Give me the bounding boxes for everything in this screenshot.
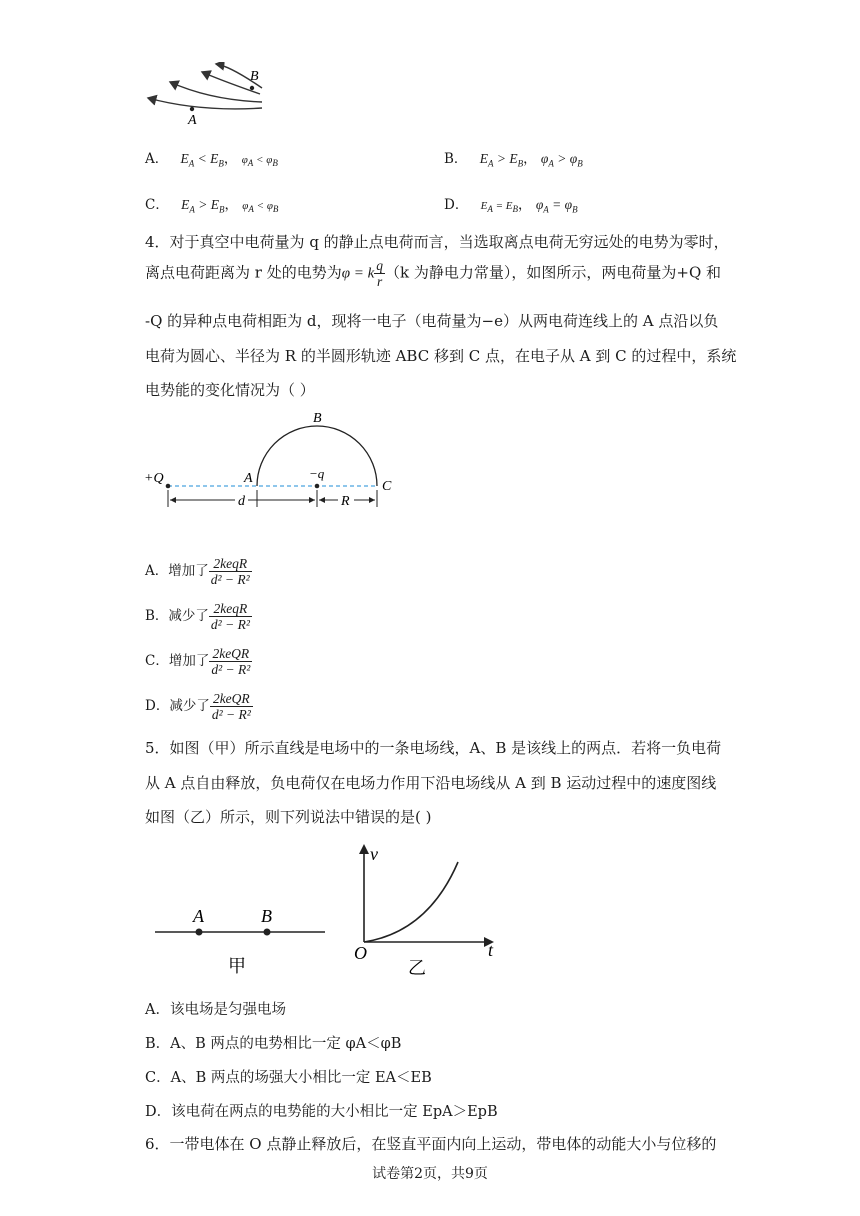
label-a: A xyxy=(188,113,197,128)
q3-option-d: D． $E_A = E_B$， $\varphi_A = \varphi_B$ xyxy=(444,197,578,215)
q4-option-d: D．减少了 $\frac{\text{2keQR}}{\text{d² − R²}}$ xyxy=(145,691,251,722)
option-label: C． xyxy=(145,197,169,213)
q4-option-a: A．增加了 $\frac{\text{2keqR}}{\text{d² − R²}}$ xyxy=(145,556,250,587)
q5-option-c: C．A、B 两点的场强大小相比一定 EA＜EB xyxy=(145,1070,432,1086)
q5-line-3: 如图（乙）所示，则下列说法中错误的是( ) xyxy=(145,808,432,826)
q5-line-1: 5．如图（甲）所示直线是电场中的一条电场线，A、B 是该线上的两点．若将一负电荷 xyxy=(145,739,722,757)
label-d: d xyxy=(238,494,245,509)
q6-line-1: 6．一带电体在 O 点静止释放后，在竖直平面内向上运动，带电体的动能大小与位移的 xyxy=(145,1135,717,1153)
label-b: B xyxy=(250,69,259,84)
q3-option-a: A． $E_A < E_B$， $\varphi_A < \varphi_B$ xyxy=(145,151,278,169)
point-a xyxy=(190,107,194,111)
label-a: A xyxy=(244,471,253,486)
page-footer: 试卷第2页，共9页 xyxy=(372,1166,488,1182)
caption-right: 乙 xyxy=(408,958,426,978)
caption-left: 甲 xyxy=(228,956,246,976)
option-label: B． xyxy=(444,151,468,167)
option-label: A． xyxy=(145,151,169,167)
q4-option-c: C．增加了 $\frac{\text{2keQR}}{\text{d² − R²}}$ xyxy=(145,646,251,677)
option-label: D． xyxy=(444,197,469,213)
potential-formula-prefix: φ = k xyxy=(341,265,375,282)
q5-field-line-figure xyxy=(150,900,330,980)
charge-plus xyxy=(166,484,171,489)
q4-line-2: 离点电荷距离为 r 处的电势为φ = k $\frac{q}{r}$ （k 为静电力常量），如图所示，两电荷量为+Q 和 xyxy=(145,258,722,289)
q4-line-4: 电荷为圆心、半径为 R 的半圆形轨迹 ABC 移到 C 点，在电子从 A 到 C 的过程中，系统 xyxy=(145,347,737,365)
charge-minus xyxy=(315,484,320,489)
q5-option-b: B．A、B 两点的电势相比一定 φA＜φB xyxy=(145,1036,402,1052)
velocity-curve xyxy=(364,862,458,942)
label-minus-q: −q xyxy=(309,466,325,481)
label-plus-q: +Q xyxy=(144,471,164,486)
q5-option-a: A．该电场是匀强电场 xyxy=(145,1002,286,1018)
q4-option-b: B．减少了 $\frac{\text{2keqR}}{\text{d² − R²}}$ xyxy=(145,601,250,632)
q3-option-b: B． $E_A > E_B$， $\varphi_A > \varphi_B$ xyxy=(444,151,583,169)
axis-v-label: v xyxy=(370,844,378,864)
q4-line-5: 电势能的变化情况为（ ） xyxy=(145,381,315,399)
q4-charges-figure xyxy=(140,410,410,515)
q4-line-3: -Q 的异种点电荷相距为 d，现将一电子（电荷量为−e）从两电荷连线上的 A 点沿以负 xyxy=(145,312,719,330)
label-b: B xyxy=(261,906,272,926)
q4-line-1: 4．对于真空中电荷量为 q 的静止点电荷而言，当选取离点电荷无穷远处的电势为零时， xyxy=(145,233,729,251)
label-c: C xyxy=(382,479,392,494)
potential-formula-fraction: $\frac{q}{r}$ xyxy=(376,258,384,289)
axis-t-label: t xyxy=(488,940,494,960)
label-b: B xyxy=(313,411,322,426)
q5-velocity-time-graph xyxy=(348,842,508,982)
origin-label: O xyxy=(354,943,367,963)
label-a: A xyxy=(193,906,204,926)
point-b xyxy=(250,86,254,90)
q3-field-line-figure xyxy=(140,62,270,128)
label-r: R xyxy=(341,494,350,509)
point-b xyxy=(264,929,271,936)
point-a xyxy=(196,929,203,936)
q5-option-d: D．该电荷在两点的电势能的大小相比一定 EpA＞EpB xyxy=(145,1104,498,1120)
q5-line-2: 从 A 点自由释放，负电荷仅在电场力作用下沿电场线从 A 到 B 运动过程中的速度图线 xyxy=(145,774,717,792)
q3-option-c: C． $E_A > E_B$， $\varphi_A < \varphi_B$ xyxy=(145,197,279,215)
